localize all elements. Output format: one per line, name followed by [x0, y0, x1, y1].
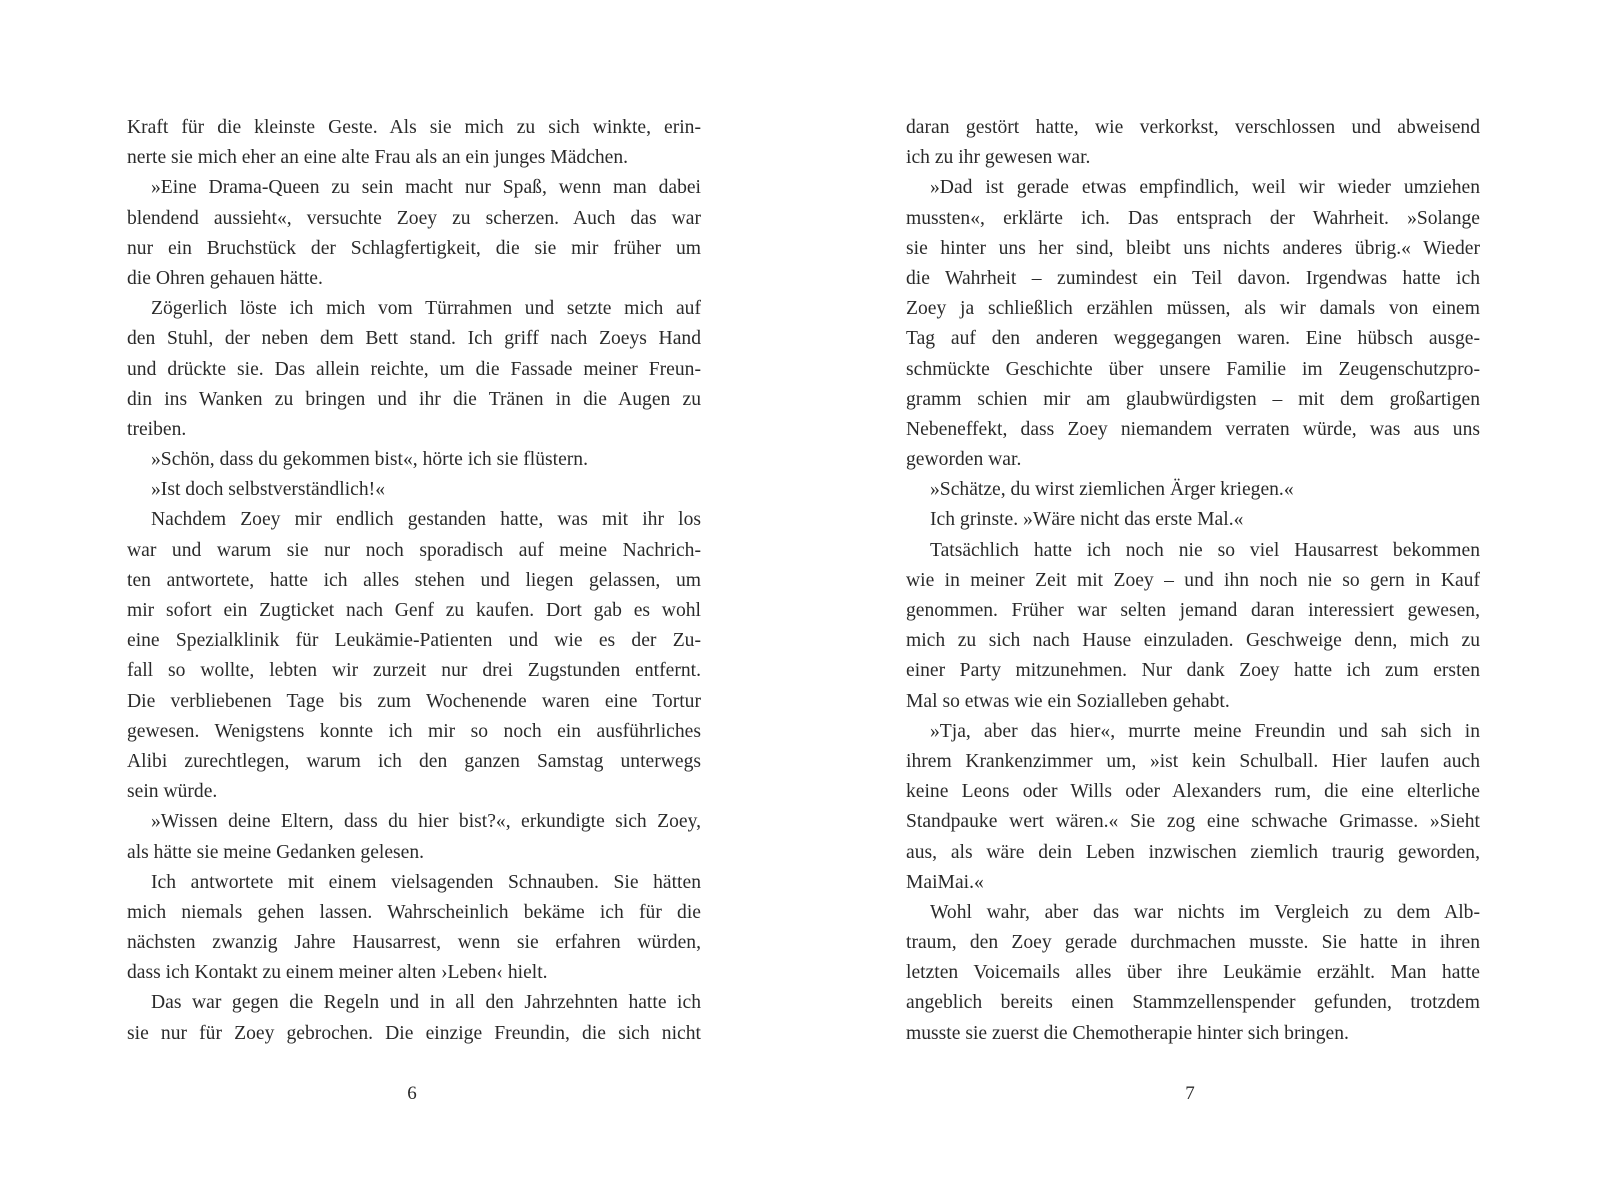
text-line: genommen. Früher war selten jemand daran interessiert gewesen, — [906, 600, 1480, 621]
text-line: war und warum sie nur noch sporadisch auf meine Nachrich- — [127, 539, 701, 561]
text-line: blendend aussieht«, versuchte Zoey zu scherzen. Auch das war — [127, 207, 701, 229]
text-line: einer Party mitzunehmen. Nur dank Zoey hatte ich zum ersten — [906, 660, 1480, 682]
text-line: geworden war. — [906, 449, 1022, 471]
text-line: »Schätze, du wirst ziemlichen Ärger kriegen.« — [930, 479, 1294, 501]
text-line: ten antwortete, hatte ich alles stehen und liegen gelassen, um — [127, 569, 701, 591]
text-line: fall so wollte, lebten wir zurzeit nur drei Zugstunden entfernt. — [127, 660, 701, 682]
text-line: Tag auf den anderen weggegangen waren. Eine hübsch ausge- — [906, 328, 1480, 350]
text-line: aus, als wäre dein Leben inzwischen ziemlich traurig geworden, — [906, 841, 1480, 863]
text-line: Standpauke wert wären.« Sie zog eine schwache Grimasse. »Sieht — [906, 811, 1480, 833]
text-line: Zoey ja schließlich erzählen müssen, als wir damals von einem — [906, 298, 1480, 320]
text-line: Alibi zurechtlegen, warum ich den ganzen Samstag unterwegs — [127, 750, 701, 772]
text-line: ihrem Krankenzimmer um, »ist kein Schulball. Hier laufen auch — [906, 750, 1480, 772]
text-line: Mal so etwas wie ein Sozialleben gehabt. — [906, 690, 1230, 712]
text-line: mir sofort ein Zugticket nach Genf zu kaufen. Dort gab es wohl — [127, 600, 701, 621]
text-line: nur ein Bruchstück der Schlagfertigkeit, die sie mir früher um — [127, 237, 701, 259]
text-line: »Schön, dass du gekommen bist«, hörte ich sie flüstern. — [151, 449, 588, 471]
text-line: keine Leons oder Wills oder Alexanders rum, die eine elterliche — [906, 781, 1480, 803]
text-line: angeblich bereits einen Stammzellenspender gefunden, trotzdem — [906, 992, 1480, 1014]
text-line: schmückte Geschichte über unsere Familie im Zeugenschutzpro- — [906, 358, 1480, 380]
text-line: gramm schien mir am glaubwürdigsten – mit dem großartigen — [906, 388, 1480, 410]
text-line: musste sie zuerst die Chemotherapie hinter sich bringen. — [906, 1022, 1349, 1044]
text-line: Ich antwortete mit einem vielsagenden Schnauben. Sie hätten — [151, 871, 701, 893]
text-line: gewesen. Wenigstens konnte ich mir so noch ein ausführliches — [127, 720, 701, 742]
text-line: Kraft für die kleinste Geste. Als sie mich zu sich winkte, erin- — [127, 117, 701, 138]
text-line: nächsten zwanzig Jahre Hausarrest, wenn sie erfahren würden, — [127, 932, 701, 954]
text-line: treiben. — [127, 418, 187, 440]
text-line: Wohl wahr, aber das war nichts im Vergleich zu dem Alb- — [930, 901, 1480, 923]
left-page-text — [127, 113, 701, 1049]
text-line: und drückte sie. Das allein reichte, um die Fassade meiner Freun- — [127, 358, 701, 380]
text-line: din ins Wanken zu bringen und ihr die Tränen in die Augen zu — [127, 388, 701, 410]
text-line: Nebeneffekt, dass Zoey niemandem verraten würde, was aus uns — [906, 418, 1480, 440]
text-line: eine Spezialklinik für Leukämie-Patienten und wie es der Zu- — [127, 630, 701, 652]
text-line: »Ist doch selbstverständlich!« — [151, 479, 385, 501]
text-line: sein würde. — [127, 781, 218, 803]
text-line: wie in meiner Zeit mit Zoey – und ihn noch nie so gern in Kauf — [906, 569, 1480, 591]
text-line: sie hinter uns her sind, bleibt uns nichts anderes übrig.« Wieder — [906, 237, 1480, 259]
text-line: mussten«, erklärte ich. Das entsprach der Wahrheit. »Solange — [906, 207, 1480, 229]
text-line: Zögerlich löste ich mich vom Türrahmen und setzte mich auf — [151, 298, 701, 320]
text-line: mich niemals gehen lassen. Wahrscheinlich bekäme ich für die — [127, 901, 701, 923]
text-line: »Dad ist gerade etwas empfindlich, weil wir wieder umziehen — [930, 177, 1480, 199]
text-line: nerte sie mich eher an eine alte Frau als an ein junges Mädchen. — [127, 147, 629, 169]
right-page-number: 7 — [1185, 1083, 1195, 1104]
text-line: Ich grinste. »Wäre nicht das erste Mal.« — [930, 509, 1244, 531]
text-line: die Wahrheit – zumindest ein Teil davon. Irgendwas hatte ich — [906, 267, 1480, 289]
text-line: letzten Voicemails alles über ihre Leukämie erzählt. Man hatte — [906, 962, 1480, 984]
text-line: Tatsächlich hatte ich noch nie so viel Hausarrest bekommen — [930, 539, 1480, 561]
right-page-text — [906, 113, 1480, 1049]
text-line: die Ohren gehauen hätte. — [127, 267, 323, 289]
text-line: ich zu ihr gewesen war. — [906, 147, 1091, 169]
text-line: »Tja, aber das hier«, murrte meine Freundin und sah sich in — [930, 720, 1480, 742]
text-line: den Stuhl, der neben dem Bett stand. Ich griff nach Zoeys Hand — [127, 328, 701, 350]
text-line: Nachdem Zoey mir endlich gestanden hatte, was mit ihr los — [151, 509, 701, 531]
text-line: dass ich Kontakt zu einem meiner alten ›Leben‹ hielt. — [127, 962, 548, 984]
text-line: als hätte sie meine Gedanken gelesen. — [127, 841, 425, 863]
text-line: Das war gegen die Regeln und in all den Jahrzehnten hatte ich — [151, 992, 701, 1014]
text-line: Die verbliebenen Tage bis zum Wochenende waren eine Tortur — [127, 690, 701, 712]
text-line: »Wissen deine Eltern, dass du hier bist?«, erkundigte sich Zoey, — [151, 811, 701, 833]
text-line: daran gestört hatte, wie verkorkst, verschlossen und abweisend — [906, 117, 1480, 138]
text-line: traum, den Zoey gerade durchmachen musste. Sie hatte in ihren — [906, 932, 1480, 954]
text-line: mich zu sich nach Hause einzuladen. Geschweige denn, mich zu — [906, 630, 1480, 652]
text-line: »Eine Drama-Queen zu sein macht nur Spaß, wenn man dabei — [151, 177, 701, 199]
text-line: sie nur für Zoey gebrochen. Die einzige Freundin, die sich nicht — [127, 1022, 701, 1044]
right-page — [800, 0, 1600, 1186]
text-line: MaiMai.« — [906, 871, 984, 893]
left-page-number: 6 — [407, 1083, 417, 1104]
